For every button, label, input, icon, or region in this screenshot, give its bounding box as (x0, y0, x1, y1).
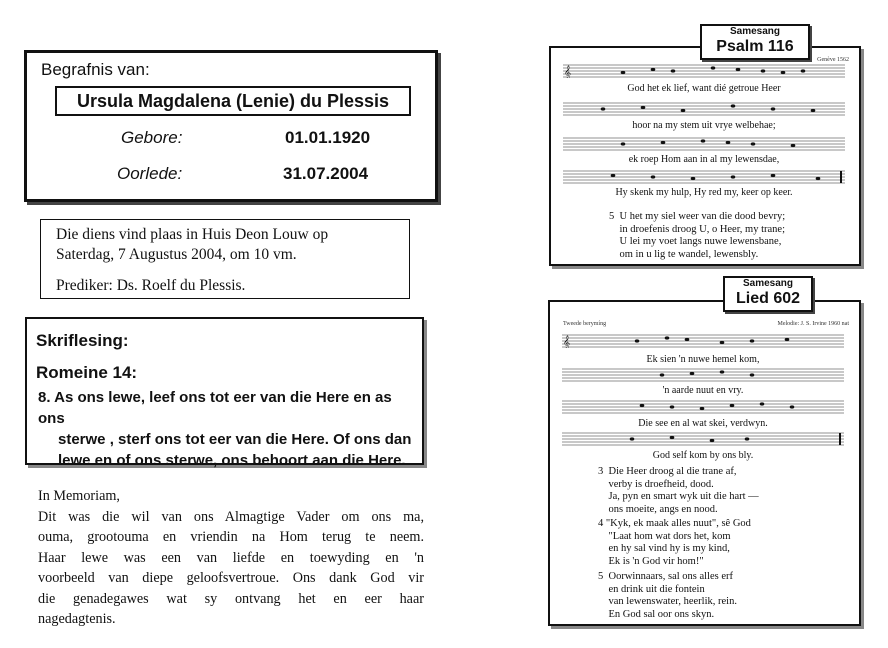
burial-box (24, 50, 438, 202)
memoriam-line-4: Haar lewe was een van liefde en toewyding en 'n (38, 549, 424, 566)
psalm-tag-title: Psalm 116 (716, 38, 794, 55)
lied-tag-small: Samesang (742, 278, 794, 289)
lied-staff-2 (562, 368, 844, 382)
in-memoriam-text (38, 486, 424, 630)
memoriam-line-5: voorbeeld van diepe geloofsvertroue. Ons dank God vir (38, 570, 424, 586)
psalm-staff-4 (563, 170, 845, 184)
lied-source-right: Melodie: J. S. Irvine 1960 nat (777, 321, 849, 327)
psalm-tag-small: Samesang (729, 26, 781, 37)
psalm-lyric-3: ek roep Hom aan in al my lewensdae, (628, 154, 780, 165)
lied-stanza-5: 5 Oorwinnaars, sal ons alles erf en drink uit die fontein van lewenswater, heerlik, rein. En God sal oor ons skyn. (598, 571, 737, 620)
lied-staff-3 (562, 400, 844, 414)
burial-heading: Begrafnis van: (41, 60, 150, 79)
service-line-2: Saterdag, 7 Augustus 2004, om 10 vm. (56, 246, 297, 263)
lied-lyric-3: Die see en al wat skei, verdwyn. (638, 418, 768, 429)
memoriam-line-7: nagedagtenis. (38, 611, 116, 627)
memoriam-line-1: In Memoriam, (38, 488, 120, 504)
svg-text:𝄞: 𝄞 (564, 65, 572, 78)
born-date: 01.01.1920 (285, 128, 371, 147)
verse-line-1: 8. As ons lewe, leef ons tot eer van die Here en as ons (38, 389, 392, 427)
preacher: Prediker: Ds. Roelf du Plessis. (56, 277, 246, 294)
service-details (56, 225, 394, 265)
reading-title: Skriflesing: (36, 331, 129, 350)
psalm-lyric-1: God het ek lief, want dié getroue Heer (627, 83, 781, 94)
reading-verse (36, 387, 413, 471)
lied-stanza-4: 4 "Kyk, ek maak alles nuut", sê God "Laat hom wat dors het, kom en hy sal vind hy is my kind, Ek is 'n God vir hom!" (598, 518, 751, 567)
lied-source-left: Tweede berymíng (563, 321, 607, 327)
psalm-116-box (549, 46, 861, 266)
psalm-lyric-2: hoor na my stem uit vrye welbehae; (632, 120, 776, 131)
lied-staff-1 (562, 334, 844, 348)
lied-staff-4 (562, 432, 844, 446)
psalm-stanza-5: 5 U het my siel weer van die dood bevry; in droefenis droog U, o Heer, my trane; U lei my voet langs nuwe lewensbane, om in u lig te wandel, lewensbly. (609, 211, 786, 260)
memoriam-line-3: ouma, grootouma en vriendin na Hom terug te neem. (38, 529, 424, 545)
psalm-staff-1 (563, 64, 845, 78)
born-label: Gebore: (121, 128, 183, 147)
psalm-116-tag (700, 24, 810, 60)
lied-602-tag (723, 276, 813, 312)
lied-lyric-2: 'n aarde nuut en vry. (662, 385, 744, 396)
deceased-name: Ursula Magdalena (Lenie) du Plessis (55, 86, 411, 116)
lied-tag-title: Lied 602 (735, 290, 801, 307)
lied-lyric-1: Ek sien 'n nuwe hemel kom, (646, 354, 760, 365)
lied-lyric-4: God self kom by ons bly. (652, 450, 754, 461)
psalm-staff-2 (563, 102, 845, 116)
psalm-lyric-4: Hy skenk my hulp, Hy red my, keer op keer. (615, 187, 793, 198)
service-line-1: Die diens vind plaas in Huis Deon Louw op (56, 226, 329, 243)
died-label: Oorlede: (117, 164, 183, 183)
memoriam-line-6: die genadegawes wat sy ontvang het en eer haar (38, 590, 424, 607)
lied-stanza-3: 3 Die Heer droog al die trane af, verby is droefheid, dood. Ja, pyn en smart wyk uit die hart — ons moeite, angs en nood. (598, 466, 759, 515)
svg-text:𝄞: 𝄞 (563, 335, 571, 348)
reading-reference: Romeine 14: (36, 363, 138, 382)
service-info-box (40, 219, 410, 299)
scripture-reading-box (25, 317, 424, 469)
memoriam-line-2: Dit was die wil van ons Almagtige Vader om ons ma, (38, 508, 424, 525)
psalm-staff-3 (563, 137, 845, 151)
psalm-source: Genève 1562 (817, 57, 849, 63)
lied-602-box (548, 300, 861, 626)
died-date: 31.07.2004 (283, 164, 369, 183)
verse-line-2: sterwe , sterf ons tot eer van die Here. Of ons dan (58, 431, 412, 448)
verse-line-3: lewe en of ons sterwe, ons behoort aan die Here. (58, 452, 406, 469)
